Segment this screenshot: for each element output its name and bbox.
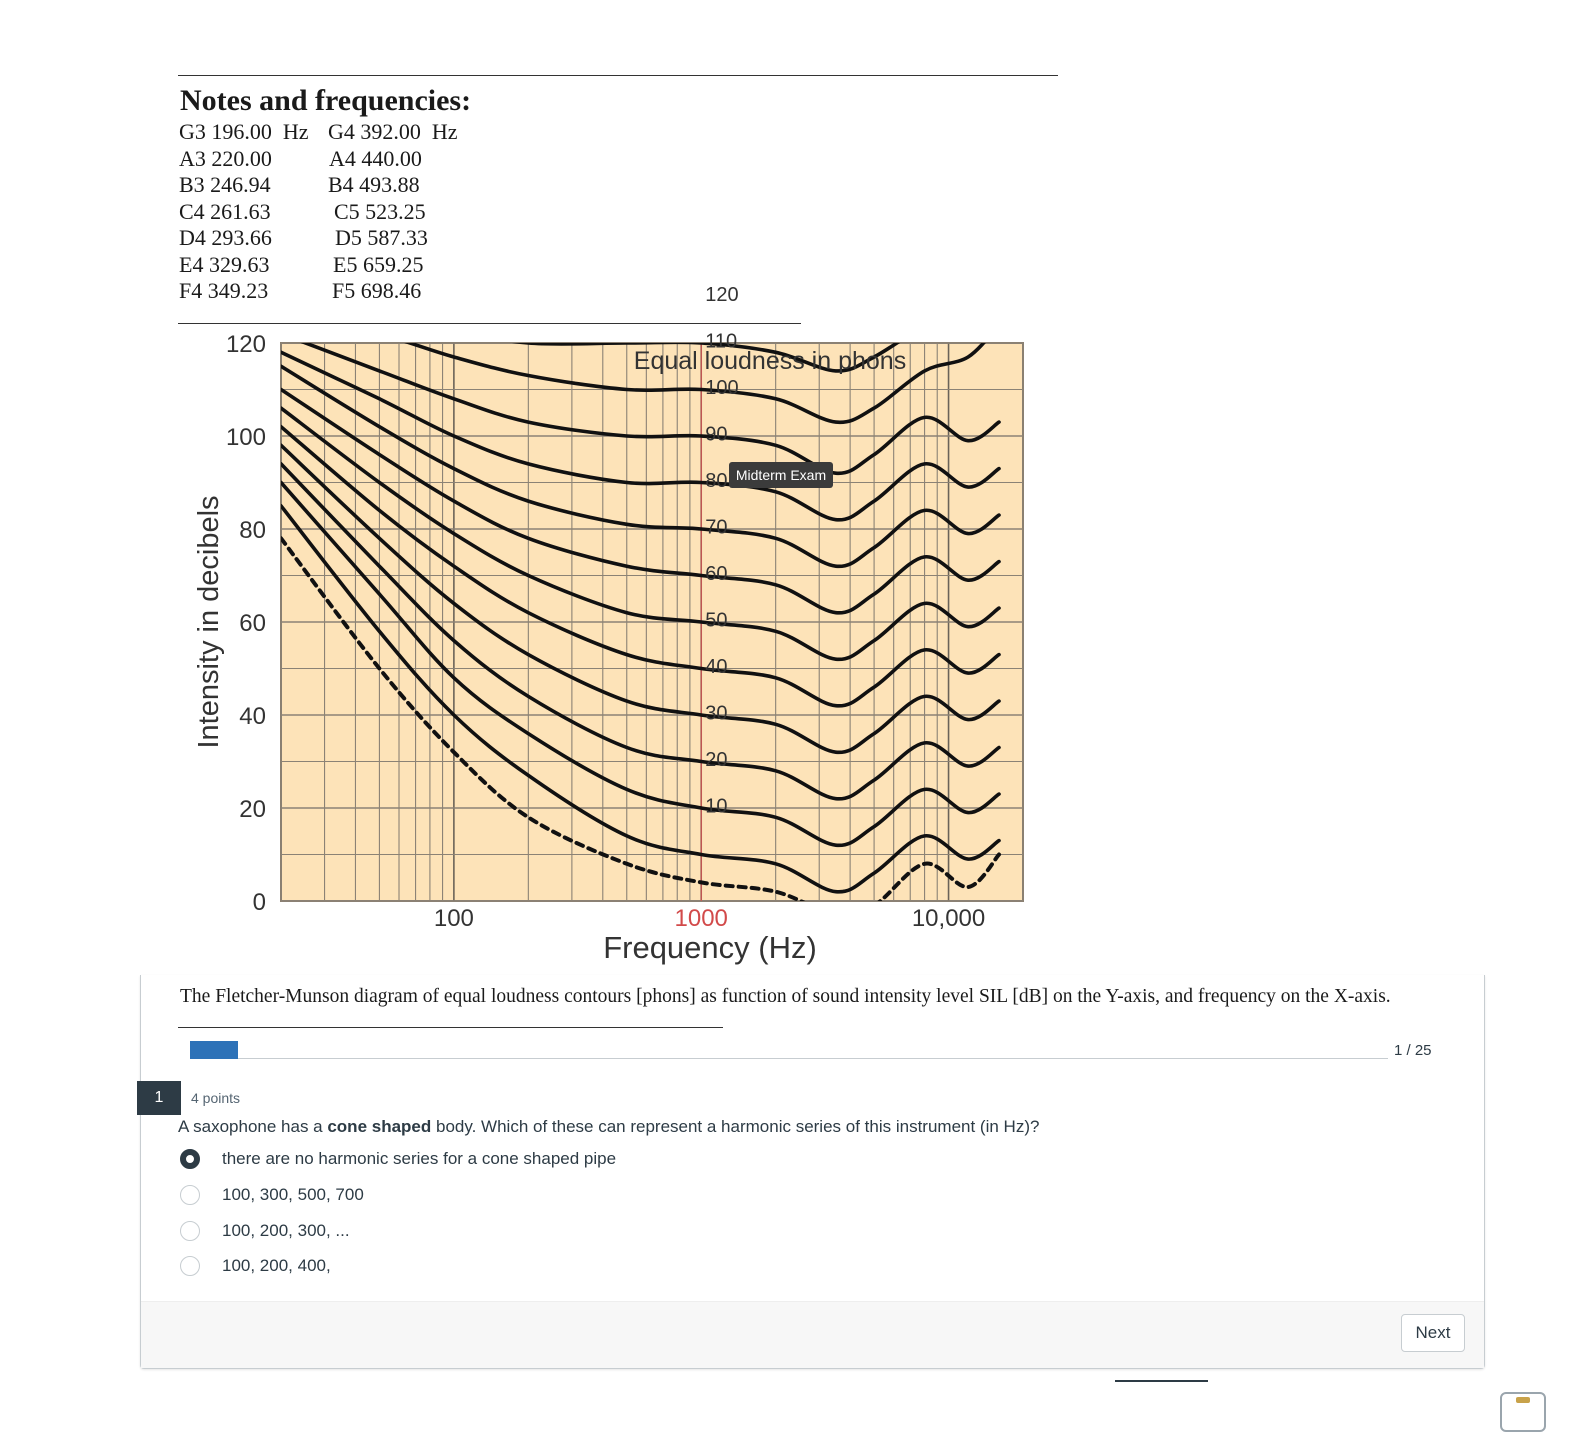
- phon-label: 20: [705, 749, 728, 772]
- note-left: C4 261.63: [179, 199, 271, 224]
- phon-label: 10: [705, 795, 728, 818]
- note-left: F4 349.23: [179, 278, 269, 303]
- note-right: D5 587.33: [335, 225, 428, 250]
- answer-option[interactable]: [180, 1253, 331, 1279]
- notes-title: Notes and frequencies:: [180, 84, 472, 117]
- top-divider: [178, 75, 1058, 76]
- answer-label: 100, 200, 300, ...: [222, 1221, 350, 1240]
- note-left: E4 329.63: [179, 252, 270, 277]
- chart-title: Equal loudness in phons: [633, 347, 907, 375]
- notes-divider: [178, 323, 801, 324]
- progress-track: [190, 1058, 1388, 1059]
- note-right: G4 392.00 Hz: [328, 119, 458, 144]
- phon-label: 80: [705, 470, 728, 493]
- next-button[interactable]: Next: [1401, 1314, 1465, 1352]
- midterm-exam-tooltip: [729, 462, 833, 488]
- answer-option[interactable]: [180, 1218, 350, 1244]
- y-axis-label: Intensity in decibels: [193, 495, 225, 749]
- note-left: D4 293.66: [179, 225, 272, 250]
- question-text-post: body. Which of these can represent a harmonic series of this instrument (in Hz)?: [431, 1117, 1040, 1136]
- phon-label: 60: [705, 563, 728, 586]
- chart-caption: The Fletcher-Munson diagram of equal loudness contours [phons] as function of sound intensity level SIL [dB] on the Y-axis, and frequency on the X-axis.: [180, 986, 1391, 1007]
- x-tick-label: 100: [433, 905, 474, 932]
- y-tick-label: 60: [239, 610, 266, 637]
- phon-label: 40: [705, 656, 728, 679]
- question-text-pre: A saxophone has a: [178, 1117, 328, 1136]
- phon-label: 50: [705, 609, 728, 632]
- progress-fill: [190, 1041, 238, 1059]
- y-tick-label: 80: [239, 517, 266, 544]
- answer-label: there are no harmonic series for a cone shaped pipe: [222, 1149, 617, 1168]
- phon-label: 110: [705, 330, 738, 353]
- answer-radio[interactable]: [180, 1256, 200, 1276]
- y-tick-label: 120: [225, 331, 266, 358]
- answer-radio[interactable]: [180, 1185, 200, 1205]
- y-tick-label: 100: [225, 424, 266, 451]
- x-tick-label: 10,000: [911, 905, 986, 932]
- answer-label: 100, 300, 500, 700: [222, 1185, 364, 1204]
- note-right: C5 523.25: [334, 199, 426, 224]
- phon-label: 70: [705, 516, 728, 539]
- bottom-divider: [1115, 1380, 1208, 1382]
- question-text: [178, 1117, 1039, 1137]
- answer-radio[interactable]: [180, 1149, 200, 1169]
- y-tick-label: 0: [252, 889, 266, 916]
- phon-label: 100: [705, 377, 739, 400]
- question-text-bold: cone shaped: [327, 1117, 432, 1136]
- note-right: E5 659.25: [333, 252, 424, 277]
- phon-label: 30: [705, 702, 728, 725]
- quiz-footer: [141, 1301, 1484, 1368]
- note-right: B4 493.88: [328, 172, 420, 197]
- y-tick-label: 20: [239, 796, 266, 823]
- y-tick-label: 40: [239, 703, 266, 730]
- note-right: F5 698.46: [332, 278, 422, 303]
- answer-option[interactable]: [180, 1182, 364, 1208]
- answer-option[interactable]: [180, 1146, 616, 1172]
- note-left: B3 246.94: [179, 172, 271, 197]
- question-points: 4 points: [191, 1090, 241, 1106]
- x-tick-label: 1000: [674, 905, 728, 932]
- quiz-card: [140, 975, 1485, 1369]
- note-left: A3 220.00: [179, 146, 272, 171]
- answer-radio[interactable]: [180, 1221, 200, 1241]
- question-number-badge: 1: [137, 1081, 181, 1115]
- tooltip-label: Midterm Exam: [735, 467, 827, 483]
- phon-label: 120: [705, 284, 739, 307]
- x-axis-label: Frequency (Hz): [603, 930, 817, 965]
- answer-label: 100, 200, 400,: [222, 1256, 331, 1275]
- clipboard-icon[interactable]: [1500, 1392, 1546, 1432]
- note-left: G3 196.00 Hz: [179, 119, 309, 144]
- progress-counter: 1 / 25: [1394, 1042, 1432, 1059]
- note-right: A4 440.00: [329, 146, 422, 171]
- phon-label: 90: [705, 423, 728, 446]
